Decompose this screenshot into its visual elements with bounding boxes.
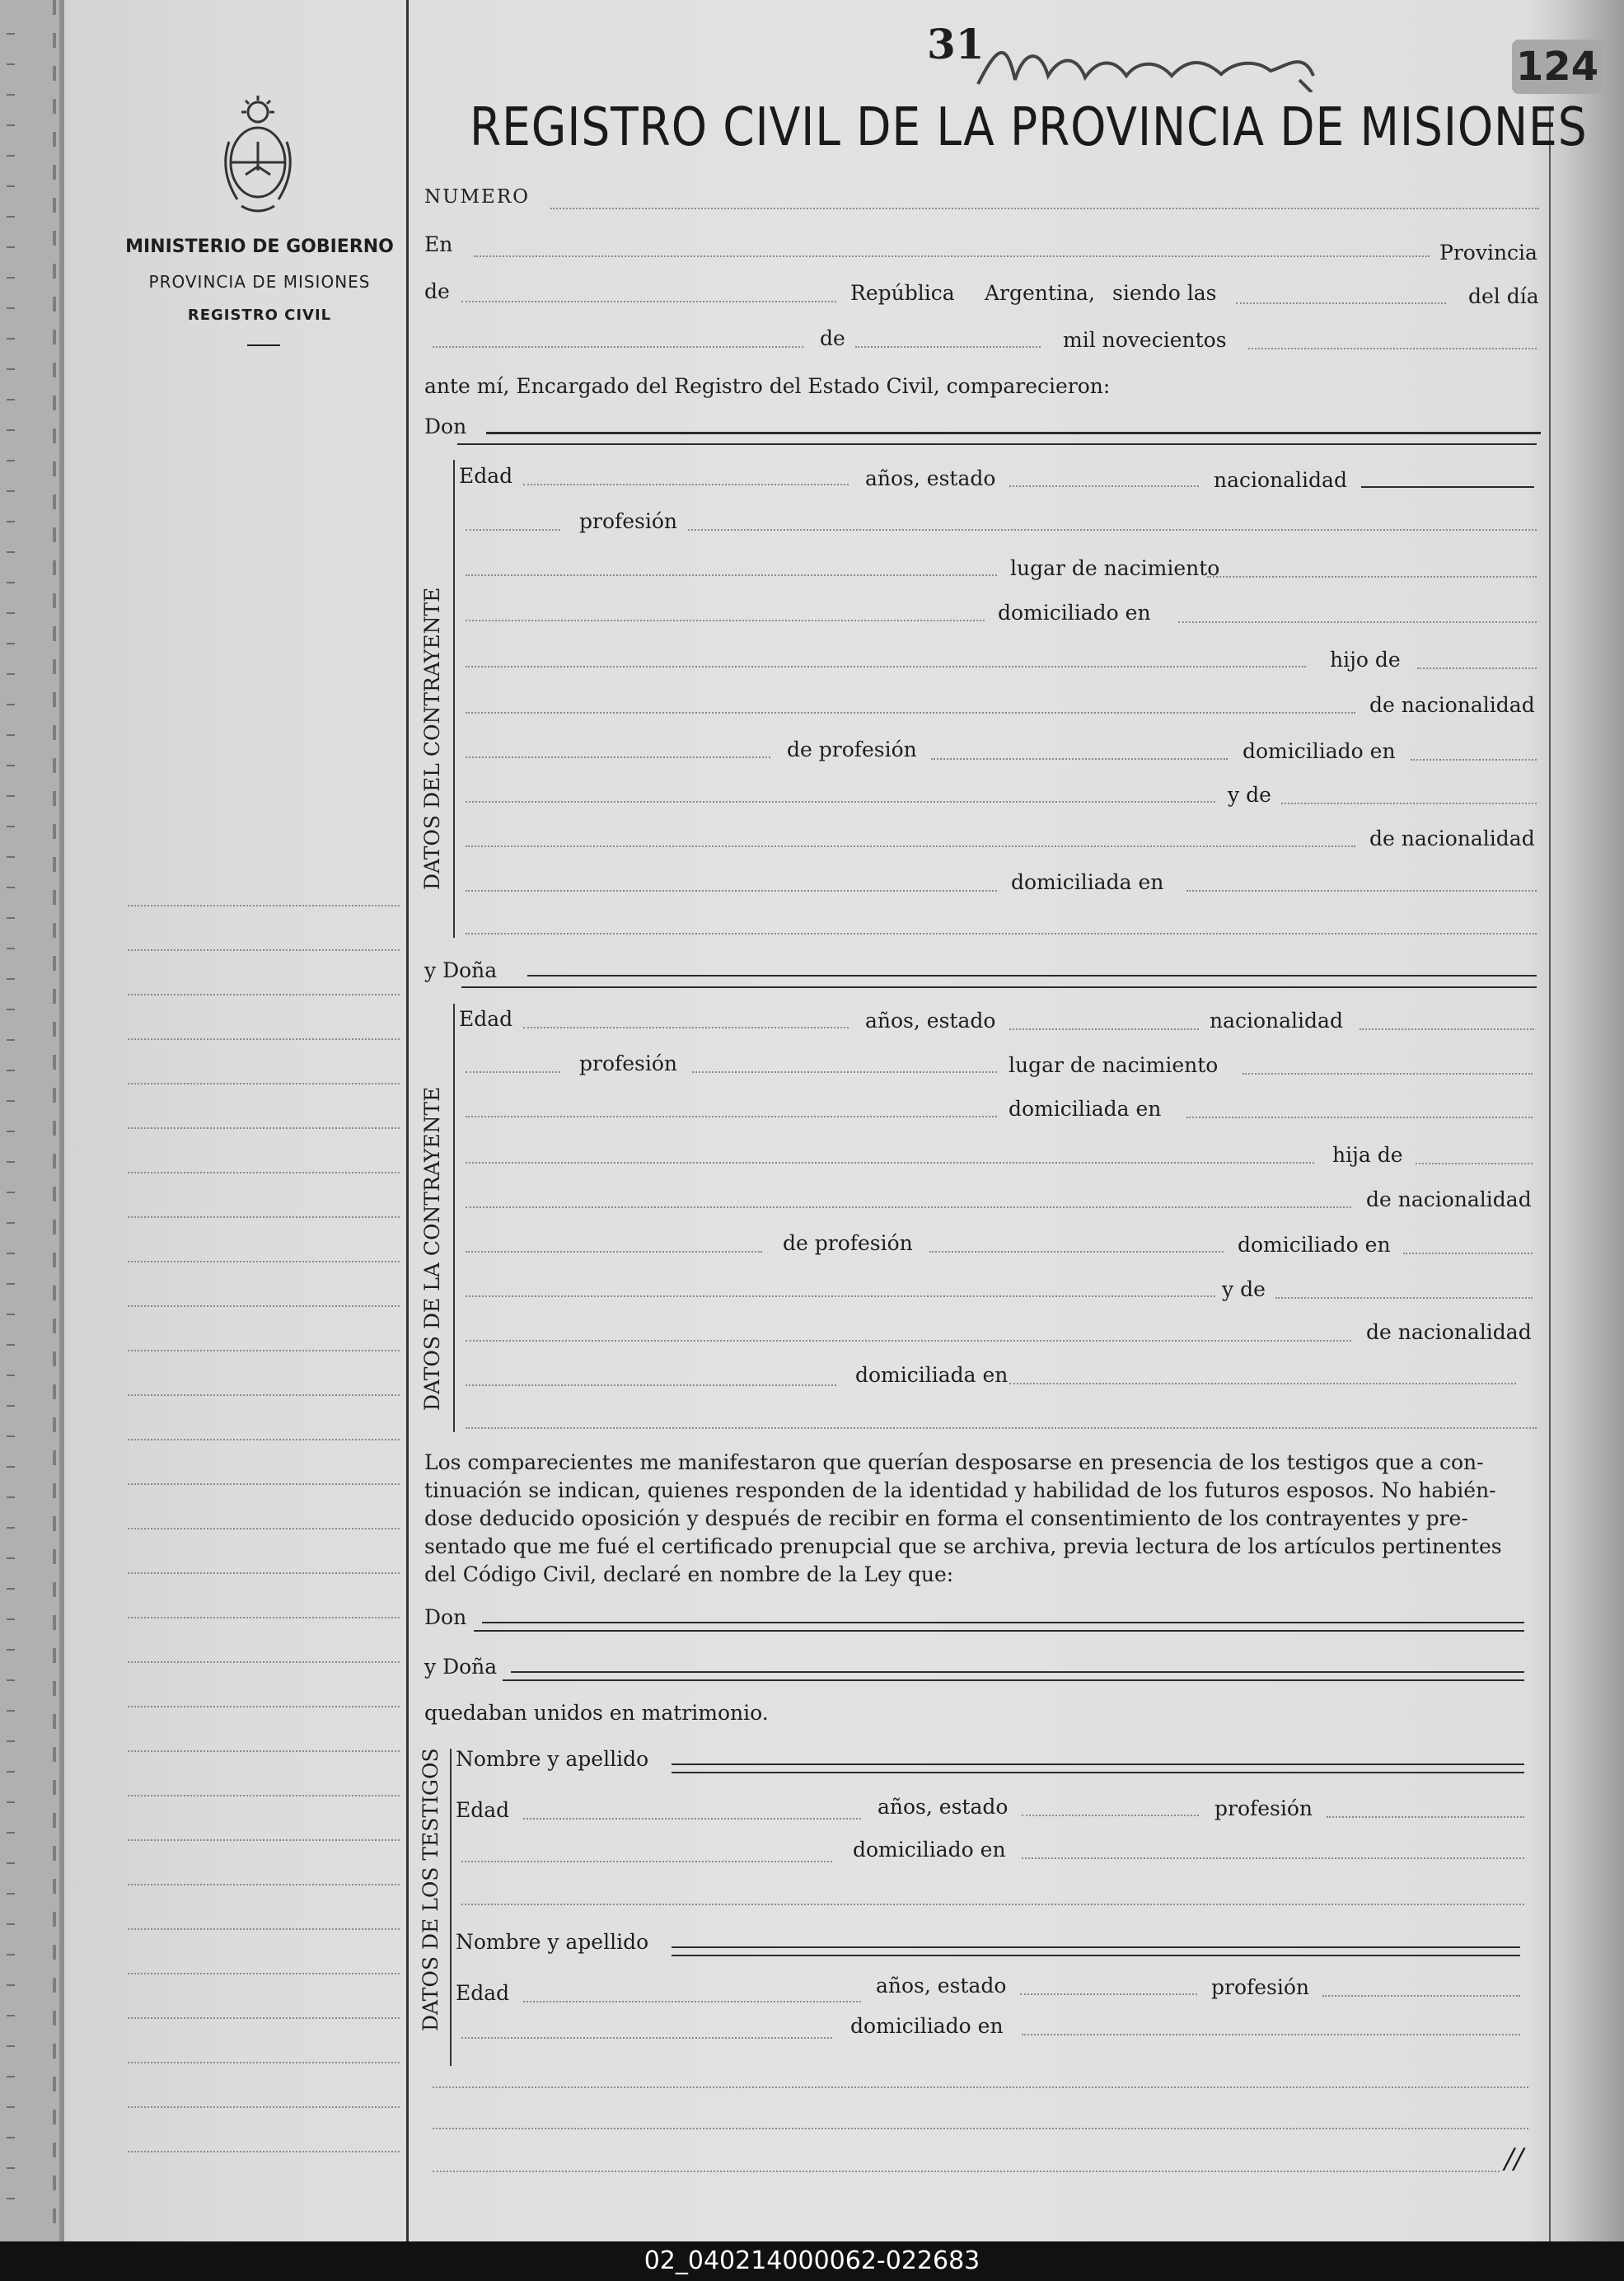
gutter-dash <box>7 368 15 370</box>
c-padre-profesion-field[interactable] <box>931 758 1228 760</box>
argentina-label: Argentina, <box>985 281 1095 305</box>
gutter-dash <box>7 643 15 644</box>
f-padre-nac-field[interactable] <box>466 1251 762 1253</box>
c-anos-estado-label: años, estado <box>865 466 996 490</box>
handwritten-annotation-icon <box>974 35 1320 92</box>
gutter-dash <box>7 1253 15 1254</box>
f-madre-field[interactable] <box>1275 1297 1533 1299</box>
declaration-line: Los comparecientes me manifestaron que querían desposarse en presencia de los testigos que a con- <box>424 1450 1484 1474</box>
gutter-dash <box>7 1192 15 1193</box>
office-label: REGISTRO CIVIL <box>187 307 332 324</box>
gutter-dash <box>7 795 15 797</box>
numero-field[interactable] <box>550 208 1539 209</box>
gutter-dash <box>7 1618 15 1620</box>
gutter-dash <box>7 399 15 400</box>
w2-nombre-underline <box>672 1955 1520 1956</box>
right-border-line <box>1549 107 1551 2241</box>
f-domiciliada2-label: domiciliada en <box>855 1363 1009 1387</box>
gutter-dash <box>7 1466 15 1468</box>
gutter-dash <box>7 1222 15 1224</box>
margin-note-line <box>128 1216 400 1218</box>
gutter-dash <box>7 1710 15 1712</box>
w1-nombre-underline <box>672 1772 1524 1773</box>
gutter-dash <box>7 1436 15 1437</box>
gutter-dash <box>7 582 15 583</box>
declaration-line: del Código Civil, declaré en nombre de la Ley que: <box>424 1562 954 1586</box>
margin-note-line <box>128 1617 400 1618</box>
margin-note-line <box>128 1127 400 1129</box>
c-hijo-de-label: hijo de <box>1330 648 1401 672</box>
margin-note-line <box>128 1795 400 1796</box>
gutter-dash <box>7 1679 15 1681</box>
gutter-dash <box>7 2198 15 2199</box>
c-extra-field[interactable] <box>466 933 1537 934</box>
margin-note-line <box>128 905 400 906</box>
w2-edad-field[interactable] <box>523 2001 861 2002</box>
c-de-profesion-label: de profesión <box>787 738 917 761</box>
gutter-dash <box>7 1984 15 1986</box>
declaration-line: dose deducido oposición y después de recibir en forma el consentimiento de los contrayentes y pre- <box>424 1506 1468 1530</box>
c-padre-domicilio-field[interactable] <box>1411 759 1537 761</box>
margin-note-line <box>128 1928 400 1930</box>
f-domiciliado-label: domiciliado en <box>1238 1233 1391 1257</box>
w1-nombre-field[interactable] <box>672 1763 1524 1765</box>
margin-note-line <box>128 1572 400 1574</box>
gutter-dash <box>7 826 15 827</box>
c-profesion-field[interactable] <box>688 529 1537 531</box>
sidebar-rule <box>247 344 280 346</box>
stamp-number: 31 <box>927 20 985 68</box>
c-pre-domicilio-field[interactable] <box>466 620 985 621</box>
gutter-dash <box>7 2106 15 2108</box>
gutter-dash <box>7 2015 15 2016</box>
margin-note-line <box>128 1973 400 1974</box>
gutter-dash <box>7 1161 15 1163</box>
hora-field[interactable] <box>1236 302 1446 304</box>
margin-note-line <box>128 1038 400 1040</box>
f-estado-field[interactable] <box>1009 1028 1199 1030</box>
f-profesion-field[interactable] <box>692 1071 997 1073</box>
gutter-dash <box>7 917 15 919</box>
gutter-dash <box>7 246 15 248</box>
y-dona-label: y Doña <box>424 958 498 982</box>
c-padre-pre-field[interactable] <box>466 666 1306 667</box>
w2-estado-field[interactable] <box>1020 1993 1197 1995</box>
c-nacionalidad-label: nacionalidad <box>1214 468 1347 492</box>
w1-edad-field[interactable] <box>523 1818 861 1820</box>
gutter-dash <box>7 1771 15 1773</box>
siendo-las-label: siendo las <box>1112 281 1217 305</box>
margin-note-line <box>128 1083 400 1084</box>
c-padre-nac-pre-field[interactable] <box>466 712 1355 714</box>
gutter-dash <box>7 94 15 96</box>
gutter-dash <box>7 521 15 522</box>
w1-edad-label: Edad <box>456 1798 510 1822</box>
margin-note-line <box>128 1528 400 1529</box>
f-padre-domicilio-field[interactable] <box>1403 1253 1533 1254</box>
decl-don-label: Don <box>424 1605 467 1629</box>
mil-novecientos-label: mil novecientos <box>1063 328 1227 352</box>
gutter-dash <box>7 2045 15 2047</box>
f-edad-field[interactable] <box>523 1027 849 1028</box>
w2-pre-domicilio-field[interactable] <box>461 2037 832 2039</box>
w1-pre-domicilio-field[interactable] <box>461 1861 832 1862</box>
c-de-nacionalidad2-label: de nacionalidad <box>1369 827 1535 850</box>
gutter-dash <box>7 1862 15 1864</box>
provincia-label: Provincia <box>1439 241 1537 265</box>
republica-label: República <box>850 281 955 305</box>
gutter-dash <box>7 277 15 279</box>
gutter-dash <box>7 1649 15 1651</box>
c-domiciliado-label: domiciliado en <box>998 601 1151 625</box>
c-lugar-field[interactable] <box>1207 576 1537 578</box>
gutter-dash <box>7 307 15 309</box>
margin-note-line <box>128 1439 400 1440</box>
gutter-dash <box>7 551 15 553</box>
en-label: En <box>424 232 453 256</box>
w1-domicilio-field[interactable] <box>1022 1857 1524 1859</box>
binding-stitches <box>53 0 56 2241</box>
gutter-dash <box>7 887 15 888</box>
gutter-dash <box>7 1893 15 1895</box>
gutter-dash <box>7 1740 15 1742</box>
c-lugar-label: lugar de nacimiento <box>1010 556 1220 580</box>
gutter-dash <box>7 216 15 218</box>
c-padre-dom2-field[interactable] <box>466 801 1215 803</box>
f-de-nacionalidad2-label: de nacionalidad <box>1366 1320 1532 1344</box>
contrayente-side-label: DATOS DEL CONTRAYENTE <box>420 587 444 890</box>
c-madre-domicilio-field[interactable] <box>1186 890 1537 892</box>
anio-field[interactable] <box>1248 348 1537 349</box>
gutter-dash <box>7 63 15 65</box>
w2-profesion-label: profesión <box>1211 1975 1310 1999</box>
declaration-paragraph <box>424 1449 1528 1589</box>
f-padre-pre-field[interactable] <box>466 1162 1314 1164</box>
f-y-de-label: y de <box>1222 1277 1266 1301</box>
c-estado-field[interactable] <box>1009 485 1199 487</box>
c-edad-field[interactable] <box>523 484 849 485</box>
f-edad-label: Edad <box>459 1007 513 1031</box>
f-anos-estado-label: años, estado <box>865 1009 996 1033</box>
declaration-line: sentado que me fué el certificado prenupcial que se archiva, previa lectura de los artículos pertinentes <box>424 1534 1502 1558</box>
en-field[interactable] <box>474 255 1430 257</box>
gutter-dash <box>7 1009 15 1010</box>
del-dia-label: del día <box>1468 284 1539 308</box>
gutter-dash <box>7 33 15 35</box>
gutter-dash <box>7 1131 15 1132</box>
w2-edad-label: Edad <box>456 1981 510 2005</box>
c-y-de-label: y de <box>1228 783 1271 807</box>
margin-note-line <box>128 1661 400 1663</box>
gutter-dash <box>7 2076 15 2077</box>
c-edad-label: Edad <box>459 464 513 488</box>
gutter-dash <box>7 1954 15 1955</box>
f-domicilio-field[interactable] <box>1186 1117 1533 1118</box>
dia-field[interactable] <box>433 346 803 348</box>
gutter-dash <box>7 612 15 614</box>
margin-note-line <box>128 2017 400 2019</box>
w2-domicilio-field[interactable] <box>1022 2034 1520 2035</box>
page-fold <box>59 0 64 2241</box>
f-padre-field[interactable] <box>1416 1163 1533 1164</box>
margin-note-line <box>128 1839 400 1841</box>
closing-mark: // <box>1505 2143 1523 2176</box>
f-hija-de-label: hija de <box>1332 1143 1403 1167</box>
don-underline <box>457 443 1537 445</box>
declaration-line: tinuación se indican, quienes responden de la identidad y habilidad de los futuros esposos. No habién- <box>424 1478 1496 1502</box>
gutter-dash <box>7 673 15 675</box>
margin-note-line <box>128 994 400 995</box>
f-madre-domicilio-field[interactable] <box>1009 1383 1516 1384</box>
page-title: REGISTRO CIVIL DE LA PROVINCIA DE MISIONES <box>470 97 1588 158</box>
margin-note-line <box>128 1172 400 1173</box>
c-domiciliada-label: domiciliada en <box>1011 870 1164 894</box>
contrayenta-bracket <box>453 1004 458 1432</box>
closing-line-3[interactable] <box>433 2171 1500 2172</box>
c-padre-nac-field[interactable] <box>466 756 770 758</box>
argentine-coat-of-arms-icon <box>213 92 303 216</box>
gutter-dash <box>7 856 15 858</box>
ministry-label: MINISTERIO DE GOBIERNO <box>125 237 394 257</box>
numero-label: NUMERO <box>424 186 531 208</box>
margin-note-line <box>128 2106 400 2108</box>
w2-anos-estado-label: años, estado <box>876 1974 1007 1998</box>
gutter-dash <box>7 1923 15 1925</box>
f-profesion-label: profesión <box>579 1052 678 1075</box>
gutter-dash <box>7 460 15 461</box>
margin-note-line <box>128 1394 400 1396</box>
w2-profesion-field[interactable] <box>1322 1995 1520 1997</box>
margin-divider <box>406 0 409 2241</box>
don-label: Don <box>424 415 467 438</box>
c-pre-lugar-field[interactable] <box>466 574 997 576</box>
c-nacionalidad-field[interactable] <box>1361 486 1534 488</box>
f-lugar-label: lugar de nacimiento <box>1009 1053 1219 1077</box>
gutter-dash <box>7 1496 15 1498</box>
de-mes-label: de <box>820 326 845 350</box>
f-lugar-field[interactable] <box>1243 1073 1533 1075</box>
f-madre-nac-pre-field[interactable] <box>466 1340 1351 1342</box>
contrayenta-side-label: DATOS DE LA CONTRAYENTE <box>420 1086 444 1411</box>
gutter-dash <box>7 2137 15 2138</box>
f-nacionalidad-label: nacionalidad <box>1210 1009 1343 1033</box>
margin-note-line <box>128 1750 400 1752</box>
decl-dona-underline <box>503 1679 1524 1681</box>
gutter-dash <box>7 1375 15 1376</box>
margin-note-line <box>128 1483 400 1485</box>
gutter-dash <box>7 1405 15 1407</box>
f-padre-profesion-field[interactable] <box>929 1251 1224 1253</box>
w1-extra-field[interactable] <box>461 1904 1524 1905</box>
margin-note-line <box>128 1350 400 1351</box>
f-pre-domicilio-field[interactable] <box>466 1116 997 1117</box>
margin-note-line <box>128 1706 400 1707</box>
gutter-dash <box>7 1070 15 1071</box>
c-pre-profesion-field[interactable] <box>466 529 560 531</box>
page-number-badge: 124 <box>1512 40 1603 94</box>
c-madre-nac-pre-field[interactable] <box>466 845 1355 847</box>
mes-field[interactable] <box>855 346 1041 348</box>
gutter-dash <box>7 490 15 492</box>
w1-anos-estado-label: años, estado <box>878 1795 1009 1819</box>
w1-profesion-label: profesión <box>1214 1796 1313 1820</box>
scan-identifier: 02_040214000062-022683 <box>0 2241 1624 2281</box>
decl-don-field[interactable] <box>482 1622 1524 1623</box>
decl-y-dona-label: y Doña <box>424 1655 498 1679</box>
gutter-dash <box>7 704 15 705</box>
f-padre-dom2-field[interactable] <box>466 1295 1215 1297</box>
w1-domiciliado-label: domiciliado en <box>853 1838 1006 1862</box>
margin-note-line <box>128 2062 400 2063</box>
f-padre-nac-pre-field[interactable] <box>466 1206 1351 1208</box>
dona-underline <box>461 986 1537 988</box>
quedaban-text: quedaban unidos en matrimonio. <box>424 1701 769 1725</box>
don-name-field[interactable] <box>486 432 1541 434</box>
gutter-dash <box>7 1314 15 1315</box>
margin-note-line <box>128 1261 400 1262</box>
gutter-dash <box>7 1588 15 1590</box>
c-domiciliado2-label: domiciliado en <box>1243 739 1396 763</box>
gutter-dash <box>7 734 15 736</box>
c-madre-nac-field[interactable] <box>466 890 997 892</box>
binding-gutter <box>0 0 59 2241</box>
margin-note-line <box>128 2151 400 2152</box>
closing-line-1[interactable] <box>433 2087 1528 2088</box>
f-pre-profesion-field[interactable] <box>466 1071 560 1073</box>
gutter-dash <box>7 1527 15 1529</box>
f-extra-field[interactable] <box>466 1427 1537 1429</box>
de-label: de <box>424 279 450 303</box>
gutter-dash <box>7 1283 15 1285</box>
testigos-bracket <box>450 1749 455 2066</box>
gutter-dash <box>7 765 15 766</box>
w1-estado-field[interactable] <box>1022 1815 1199 1816</box>
w2-nombre-label: Nombre y apellido <box>456 1930 649 1954</box>
gutter-dash <box>7 1039 15 1041</box>
gutter-dash <box>7 429 15 431</box>
w1-nombre-label: Nombre y apellido <box>456 1747 649 1771</box>
gutter-dash <box>7 338 15 340</box>
margin-note-line <box>128 1305 400 1307</box>
testigos-side-label: DATOS DE LOS TESTIGOS <box>419 1748 442 2031</box>
f-madre-nac-field[interactable] <box>466 1384 836 1386</box>
gutter-dash <box>7 1832 15 1834</box>
closing-line-2[interactable] <box>433 2128 1528 2129</box>
c-padre-field[interactable] <box>1417 667 1537 669</box>
f-de-nacionalidad-label: de nacionalidad <box>1366 1187 1532 1211</box>
gutter-dash <box>7 1801 15 1803</box>
c-madre-field[interactable] <box>1281 803 1537 804</box>
gutter-dash <box>7 2167 15 2169</box>
province-label: PROVINCIA DE MISIONES <box>148 272 371 292</box>
c-domicilio-field[interactable] <box>1178 621 1537 623</box>
dona-name-field[interactable] <box>527 975 1537 977</box>
margin-note-line <box>128 949 400 951</box>
w2-domiciliado-label: domiciliado en <box>850 2014 1004 2038</box>
gutter-dash <box>7 185 15 187</box>
f-domiciliada-label: domiciliada en <box>1009 1097 1162 1121</box>
w2-nombre-field[interactable] <box>672 1946 1520 1948</box>
gutter-dash <box>7 1344 15 1346</box>
c-profesion-label: profesión <box>579 509 678 533</box>
gutter-dash <box>7 948 15 949</box>
c-de-nacionalidad-label: de nacionalidad <box>1369 693 1535 717</box>
w1-profesion-field[interactable] <box>1327 1816 1524 1818</box>
margin-note-line <box>128 1884 400 1885</box>
f-de-profesion-label: de profesión <box>783 1231 913 1255</box>
f-nacionalidad-field[interactable] <box>1360 1028 1534 1030</box>
de-field[interactable] <box>461 301 836 302</box>
gutter-dash <box>7 124 15 126</box>
gutter-dash <box>7 1100 15 1102</box>
ante-mi-text: ante mí, Encargado del Registro del Estado Civil, comparecieron: <box>424 374 1111 398</box>
decl-don-underline <box>474 1630 1524 1632</box>
contrayente-bracket <box>453 460 458 938</box>
decl-dona-field[interactable] <box>511 1671 1524 1673</box>
gutter-dash <box>7 978 15 980</box>
gutter-dash <box>7 1557 15 1559</box>
gutter-dash <box>7 155 15 157</box>
